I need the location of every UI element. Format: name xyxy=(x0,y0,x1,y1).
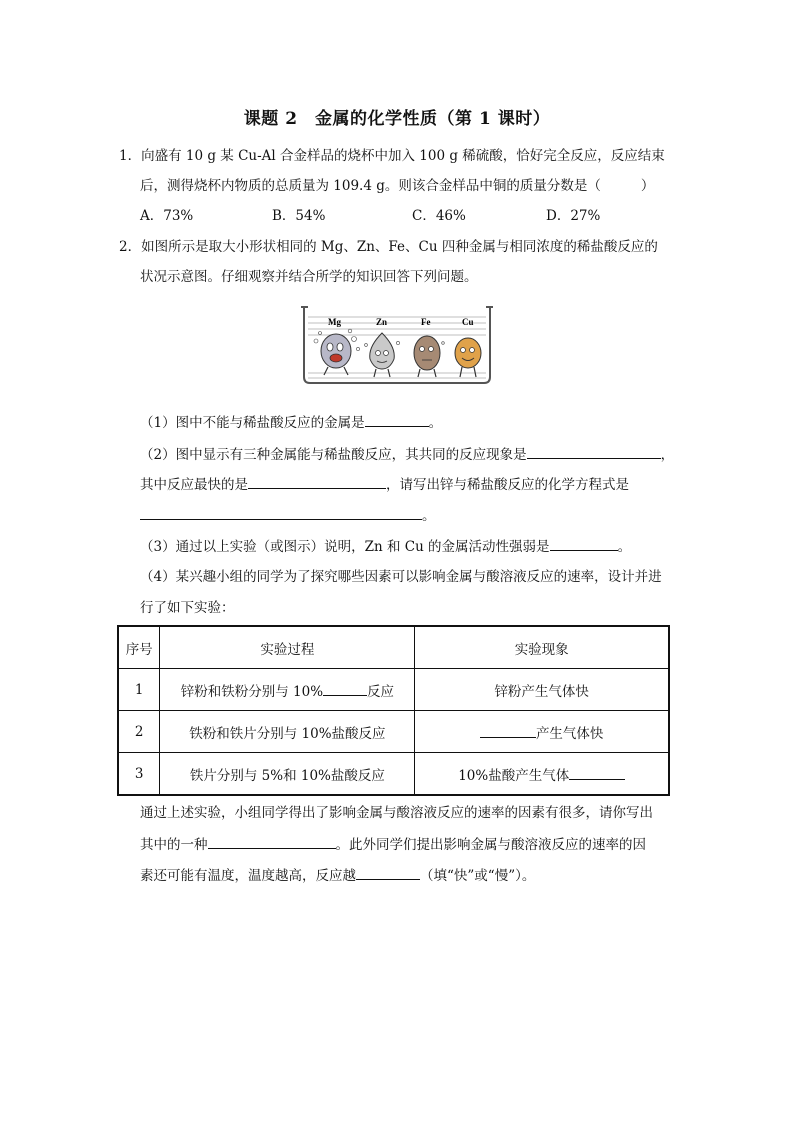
label-cu: Cu xyxy=(462,317,474,327)
row-no: 1 xyxy=(118,669,160,711)
conclusion-line1: 通过上述实验，小组同学得出了影响金属与酸溶液反应的速率的因素有很多，请你写出 xyxy=(140,805,653,821)
q2-part3-end: 。 xyxy=(617,539,632,555)
row-process xyxy=(160,669,415,711)
mg-character-icon xyxy=(314,329,360,375)
fe-character-icon xyxy=(414,336,444,377)
row-observation xyxy=(415,711,669,753)
header-no: 序号 xyxy=(118,626,160,669)
q2-part2-text: （2）图中显示有三种金属能与稀盐酸反应，其共同的反应现象是 xyxy=(140,447,527,463)
row-observation-text: 10%盐酸产生气体 xyxy=(458,767,570,784)
page-title: 课题 2 金属的化学性质（第 1 课时） xyxy=(243,109,551,129)
row-no: 2 xyxy=(118,711,160,753)
row-process: 铁片分别与 5%和 10%盐酸反应 xyxy=(160,753,415,796)
row-process-text-end: 反应 xyxy=(367,683,395,700)
metal-acid-beaker-figure xyxy=(300,303,494,385)
conclusion-line3-end: （填“快”或“慢”）。 xyxy=(420,868,536,884)
answer-blank[interactable] xyxy=(569,765,625,780)
header-observation: 实验现象 xyxy=(415,626,669,669)
q2-part1-end: 。 xyxy=(428,415,443,431)
answer-blank[interactable] xyxy=(323,681,367,696)
q2-part1-text: （1）图中不能与稀盐酸反应的金属是 xyxy=(140,415,365,431)
q2-part2-line2 xyxy=(140,474,629,495)
table-row xyxy=(118,753,669,796)
q2-line2: 状况示意图。仔细观察并结合所学的知识回答下列问题。 xyxy=(140,269,478,285)
conclusion-factor-text: 其中的一种 xyxy=(140,837,208,853)
zn-character-icon xyxy=(365,333,400,377)
answer-blank[interactable] xyxy=(248,474,386,489)
answer-blank[interactable] xyxy=(550,536,618,551)
table-row xyxy=(118,711,669,753)
q1-line2-text: 后，测得烧杯内物质的总质量为 109.4 g。则该合金样品中铜的质量分数是（ xyxy=(140,178,601,194)
option-d: D．27% xyxy=(546,208,601,224)
q2-part2-line3 xyxy=(140,505,436,526)
option-b: B．54% xyxy=(272,208,326,224)
conclusion-line3 xyxy=(140,865,535,886)
label-mg: Mg xyxy=(328,317,341,327)
row-process-text: 锌粉和铁粉分别与 10% xyxy=(180,683,324,700)
label-zn: Zn xyxy=(376,317,388,327)
cu-character-icon xyxy=(455,338,481,377)
q1-line2 xyxy=(140,176,654,196)
equation-blank[interactable] xyxy=(140,505,422,520)
row-observation-text: 产生气体快 xyxy=(535,725,604,742)
answer-blank[interactable] xyxy=(208,834,336,849)
q2-part2-end: 。 xyxy=(422,508,436,524)
option-a: A．73% xyxy=(140,208,194,224)
experiment-table xyxy=(117,625,670,796)
answer-blank[interactable] xyxy=(527,444,661,459)
q2-part1 xyxy=(140,412,442,433)
row-process: 铁粉和铁片分别与 10%盐酸反应 xyxy=(160,711,415,753)
q2-part2-line1 xyxy=(140,444,674,465)
conclusion-temp-text: 素还可能有温度，温度越高，反应越 xyxy=(140,868,356,884)
q1-line2-close: ） xyxy=(640,178,655,194)
conclusion-line2 xyxy=(140,834,646,855)
table-header-row xyxy=(118,626,669,669)
conclusion-line2-end: 。此外同学们提出影响金属与酸溶液反应的速率的因 xyxy=(335,837,646,853)
row-observation xyxy=(415,753,669,796)
answer-blank[interactable] xyxy=(365,412,429,427)
row-observation: 锌粉产生气体快 xyxy=(415,669,669,711)
table-row xyxy=(118,669,669,711)
row-no: 3 xyxy=(118,753,160,796)
q2-part2-fastest: 其中反应最快的是 xyxy=(140,477,248,493)
header-process: 实验过程 xyxy=(160,626,415,669)
q2-part3 xyxy=(140,536,631,557)
q2-part2-comma: ， xyxy=(660,447,675,463)
answer-blank[interactable] xyxy=(356,865,420,880)
q2-part4-line2: 行了如下实验： xyxy=(140,600,235,616)
option-c: C．46% xyxy=(412,208,466,224)
q2-line1: 2．如图所示是取大小形状相同的 Mg、Zn、Fe、Cu 四种金属与相同浓度的稀盐酸反应的 xyxy=(119,239,658,255)
label-fe: Fe xyxy=(421,317,431,327)
answer-blank[interactable] xyxy=(480,723,536,738)
q2-part4-line1: （4）某兴趣小组的同学为了探究哪些因素可以影响金属与酸溶液反应的速率，设计并进 xyxy=(140,569,662,585)
q2-part2-equation-prompt: ，请写出锌与稀盐酸反应的化学方程式是 xyxy=(386,477,629,493)
q1-line1: 1．向盛有 10 g 某 Cu-Al 合金样品的烧杯中加入 100 g 稀硫酸，恰好完全反应，反应结束 xyxy=(119,148,665,164)
q2-part3-text: （3）通过以上实验（或图示）说明，Zn 和 Cu 的金属活动性强弱是 xyxy=(140,539,550,555)
